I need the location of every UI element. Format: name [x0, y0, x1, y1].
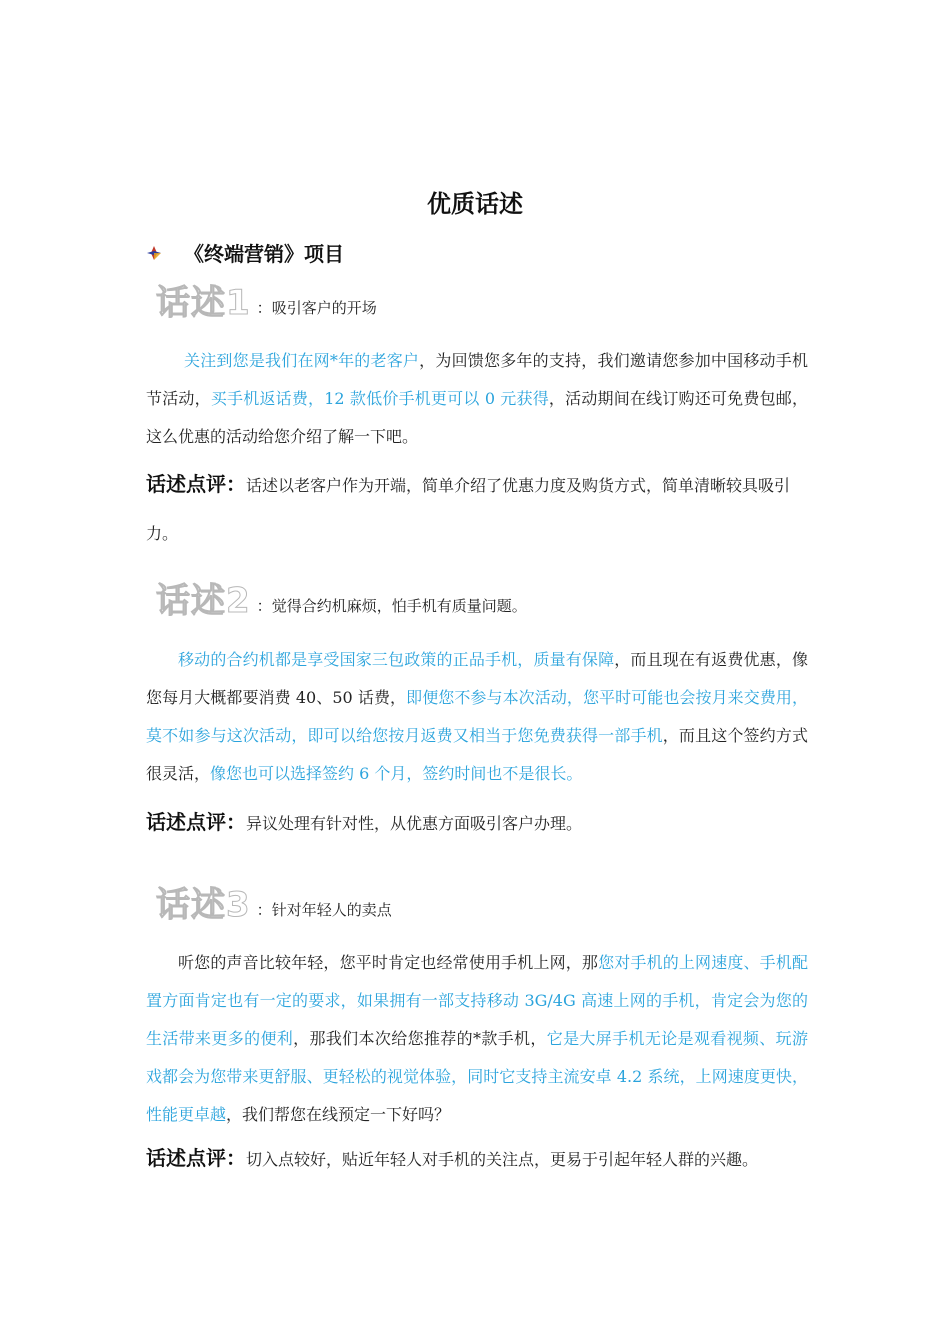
text-run: ，我们帮您在线预定一下好吗？ [226, 1105, 451, 1124]
review-label: 话述点评： [146, 1146, 246, 1170]
section-1-desc: 吸引客户的开场 [271, 299, 377, 317]
section-3-wordart: 话述3 [156, 885, 251, 925]
section-1-label [156, 283, 377, 323]
section-1-colon: ： [256, 299, 272, 317]
diamond-bullet-icon [146, 245, 162, 261]
text-run: 听您的声音比较年轻，您平时肯定也经常使用手机上网，那 [178, 953, 599, 972]
text-run: 关注到您是我们在网*年的老客户 [184, 351, 420, 370]
section-2-colon: ： [256, 597, 272, 615]
section-2-paragraph [146, 641, 808, 793]
text-run: 移动的合约机都是享受国家三包政策的正品手机，质量有保障 [178, 650, 615, 669]
section-2-label [156, 581, 527, 621]
section-2-review [146, 798, 808, 848]
text-run: 即便您不参与本次活动，您平时可能也会按月来交费用，莫不如参与这次活动，即可以给您按月返费又相当于您免费获得一部手机 [146, 688, 808, 745]
review-text: 切入点较好，贴近年轻人对手机的关注点，更易于引起年轻人群的兴趣。 [246, 1150, 759, 1169]
text-run: 买手机返话费，12 款低价手机更可以 0 元获得 [210, 389, 549, 408]
section-1-review [146, 460, 808, 558]
text-run: ，活动期间在线订购还可免费包邮，这么优惠的活动给您介绍了解一下吧。 [146, 389, 808, 446]
section-1-wordart: 话述1 [156, 283, 251, 323]
project-heading [146, 238, 344, 267]
review-text: 话述以老客户作为开端，简单介绍了优惠力度及购货方式，简单清晰较具吸引力。 [146, 476, 791, 543]
review-label: 话述点评： [146, 810, 246, 834]
text-run: 它是大屏手机无论是观看视频、玩游戏都会为您带来更舒服、更轻松的视觉体验，同时它支持主流安卓 4.2 系统，上网速度更快，性能更卓越 [146, 1029, 808, 1124]
section-3-colon: ： [256, 901, 272, 919]
text-run: 像您也可以选择签约 6 个月，签约时间也不是很长。 [210, 764, 583, 783]
text-run: ，为回馈您多年的支持，我们邀请您参加中国移动手机节活动， [146, 351, 808, 408]
section-3-paragraph [146, 944, 808, 1134]
section-3-desc: 针对年轻人的卖点 [271, 901, 392, 919]
text-run: ，而且这个签约方式很灵活， [146, 726, 808, 783]
review-label: 话述点评： [146, 472, 246, 496]
section-2-desc: 觉得合约机麻烦，怕手机有质量问题。 [271, 597, 527, 615]
text-run: ，那我们本次给您推荐的*款手机， [293, 1029, 547, 1048]
text-run: 您对手机的上网速度、手机配置方面肯定也有一定的要求，如果拥有一部支持移动 3G/4G 高速上网的手机，肯定会为您的生活带来更多的便利 [146, 953, 808, 1048]
section-3-label [156, 885, 392, 925]
review-text: 异议处理有针对性，从优惠方面吸引客户办理。 [246, 814, 583, 833]
section-3-review [146, 1134, 808, 1184]
section-1-paragraph [146, 342, 808, 456]
project-heading-text: 《终端营销》项目 [184, 242, 344, 266]
text-run: ，而且现在有返费优惠，像您每月大概都要消费 40、50 话费， [146, 650, 808, 707]
section-2-wordart: 话述2 [156, 581, 251, 621]
page-title: 优质话述 [427, 190, 523, 218]
